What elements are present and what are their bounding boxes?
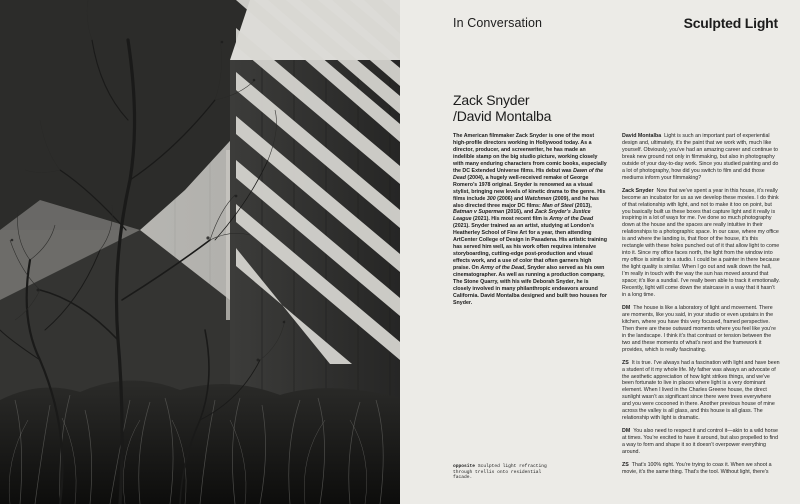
interview-names: [453, 92, 551, 124]
film-title: Army of the Dead: [480, 265, 525, 272]
section-label: In Conversation: [453, 16, 543, 30]
intro-text: (2021). His most recent film is: [471, 216, 550, 223]
conversation-turn: [622, 428, 780, 456]
intro-text: (2016), and: [504, 209, 535, 216]
turn-text: That’s 100% right. You’re trying to coax it. When we shoot a movie, it’s the same thing. That’s the tool. Without light, there’s: [622, 461, 772, 475]
turn-text: The house is like a laboratory of light and movement. There are moments, like you said, in your studio or even upstairs in the kitchen, where you have this very focused, framed perspective. Then there are these outward moments where you feel like you’re in the landscape. I think it’s that contrast or tension between the two and these moments of what’s next and the framework it provides, which is really fascinating.: [622, 304, 776, 353]
photo-caption: [453, 464, 563, 481]
film-title: Zack Snyder’s Justice League: [453, 209, 591, 223]
intro-text: (2009), and he has also directed three major DC films:: [453, 195, 599, 209]
speaker-name: ZS: [622, 461, 629, 468]
film-title: Army of the Dead: [549, 216, 594, 223]
intro-text: , Snyder also served as his own cinematographer. As well as running a production company, The Stone Quarry, with his wife Deborah Snyder, he is closely involved in many philanthropic endeavors around California. David Montalba designed and built two houses for Snyder.: [453, 265, 607, 306]
conversation-turn: [622, 305, 780, 354]
caption-text: Sculpted light refracting through trellis onto residential facade.: [453, 464, 547, 481]
speaker-name: Zack Snyder: [622, 187, 654, 194]
film-title: Dawn of the Dead: [453, 167, 604, 181]
name-line-2: /David Montalba: [453, 108, 552, 124]
film-title: Watchmen: [524, 195, 552, 202]
speaker-name: David Montalba: [622, 133, 662, 139]
speaker-name: DM: [622, 428, 631, 435]
film-title: Man of Steel: [542, 202, 574, 209]
intro-text: (2013),: [573, 202, 592, 209]
conversation-column: [622, 133, 780, 482]
name-line-1: Zack Snyder: [453, 92, 530, 108]
conversation-turn: [622, 462, 780, 476]
intro-text: (2004), a hugely well-received remake of George Romero’s 1978 original. Snyder is renowned as a visual stylist, bringing new levels of kinetic drama to the genre. His films include: [453, 174, 606, 202]
conversation-turn: [622, 188, 780, 299]
turn-text: It is true. I’ve always had a fascination with light and have been a student of it my whole life. My father was always an advocate of the aesthetic appreciation of how light strikes things, and we’ve been fortunate to live in places where light is a very dominant element. When I lived in the Charles Greene house, the direct sunlight wasn’t as significant since there were trees everywhere and you were cocooned in there. Another previous house of mine across the valley is all glass, and this house is all glass. The relationship with light is dramatic.: [622, 359, 780, 422]
turn-text: Light is such an important part of experiential design and, ultimately, it’s the paint that we work with, much like yourself. Obviously, you’ve had an amazing career and continue to break new ground not only in filmmaking, but also in photography outside of your day-to-day work. Since you studied painting and do a lot of photography, how did you switch to film and did those mediums inform your filmmaking?: [622, 133, 779, 181]
intro-text: (2006) and: [495, 195, 525, 202]
turn-text: Now that we’ve spent a year in this house, it’s really become an incubator for us as we develop these movies. I do think of that relationship with light, and not to make it too on point, but you basically built us these boxes that capture light and it really is inspiring in a lot of ways for me. I’ve done so much photography down at the house and the spaces are really intuitive in their relationships to a photographic space. In our case, where my office is and where the landing is, that floor of the house, it’s this rectangle with these holes punched out of it that allow light to come into it. Since my office faces north, the light from the window into my office is similar to a studio. I could be a painter in there because the light quality is similar. When I go out and walk down the hall, I’m really in touch with the way the sun has moved around that space; it’s like a sundial. I’ve really been able to track it emotionally. Recently, light will come down the staircase in a way that it hasn’t in a long time.: [622, 187, 780, 298]
intro-paragraph: [453, 133, 607, 307]
conversation-turn: [622, 360, 780, 423]
speaker-name: DM: [622, 304, 631, 311]
intro-text: The American filmmaker Zack Snyder is one of the most high-profile directors working in Hollywood today. As a director, producer, and screenwriter, he has made an indelible stamp on the big studio picture, working closely with many enduring characters from comic books, especially the DC Extended Universe films. His debut was: [453, 133, 607, 174]
caption-label: opposite: [453, 464, 476, 469]
conversation-turn: [622, 133, 780, 182]
film-title: Batman v Superman: [453, 209, 505, 216]
speaker-name: ZS: [622, 359, 629, 366]
turn-text: You also need to respect it and control it—akin to a wild horse at times. You’re excited to have it around, but also propelled to find a way to form and shape it so it doesn’t overpower everything around.: [622, 428, 779, 456]
feature-title: Sculpted Light: [683, 15, 778, 31]
film-title: 300: [486, 195, 496, 202]
article-page: [400, 0, 800, 504]
intro-text: (2021). Snyder trained as an artist, studying at London’s Heatherley School of Fine Art for a year, then attending ArtCenter College of Design in Pasadena. His artistic training has served him well, as his work often requires intensive storyboarding, cutting-edge post-production and visual effects work, and a use of color that often garners high praise. On: [453, 223, 607, 272]
